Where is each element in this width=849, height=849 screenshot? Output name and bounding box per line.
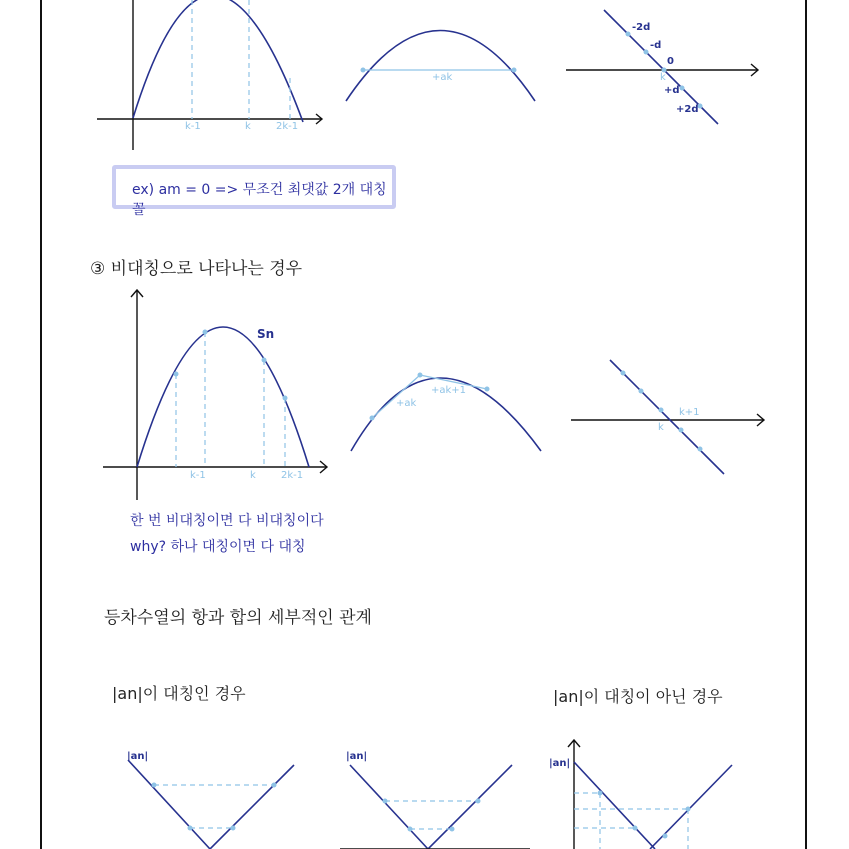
top-plot3-label-zero: 0 <box>667 56 674 67</box>
section3-note-line2: why? 하나 대칭이면 다 대칭 <box>130 539 306 555</box>
section3-plot1-tick-2k-1: 2k-1 <box>281 470 304 481</box>
top-plot1-tick-2k-1: 2k-1 <box>276 121 299 132</box>
section3-plot1-tick-k: k <box>250 470 256 481</box>
section3-heading: ③ 비대칭으로 나타나는 경우 <box>90 259 303 279</box>
section3-plot2-ak-label: +ak <box>396 398 417 409</box>
top-plot3-label-plus-d: +d <box>664 85 680 96</box>
section3-plot3-tick-k: k <box>658 422 664 433</box>
top-plot2-ak-label: +ak <box>432 72 453 83</box>
section3-note-line1: 한 번 비대칭이면 다 비대칭이다 <box>130 513 324 529</box>
section3-plot1-tick-k-1: k-1 <box>190 470 206 481</box>
section3-plot2-ak1-label: +ak+1 <box>431 385 467 396</box>
top-plot1-tick-k: k <box>245 121 251 132</box>
top-plot1-tick-k-1: k-1 <box>185 121 201 132</box>
top-plot3-label-minus-2d: -2d <box>632 22 651 33</box>
relation-plot2-y-label: |an| <box>346 751 368 762</box>
top-plot3-label-minus-d: -d <box>650 40 662 51</box>
relation-heading: 등차수열의 항과 합의 세부적인 관계 <box>104 608 372 628</box>
relation-left-heading: |an|이 대칭인 경우 <box>112 684 246 703</box>
relation-right-heading: |an|이 대칭이 아닌 경우 <box>553 687 723 706</box>
section3-sn-curve-label: Sn <box>257 327 275 341</box>
example-callout-text: ex) am = 0 => 무조건 최댓값 2개 대칭꼴 <box>132 182 387 218</box>
top-plot3-tick-k: k <box>660 72 666 83</box>
relation-plot3-y-label: |an| <box>549 758 571 769</box>
top-plot3-label-plus-2d: +2d <box>676 104 699 115</box>
section3-plot3-tick-k1: k+1 <box>679 407 700 418</box>
relation-plot1-y-label: |an| <box>127 751 149 762</box>
